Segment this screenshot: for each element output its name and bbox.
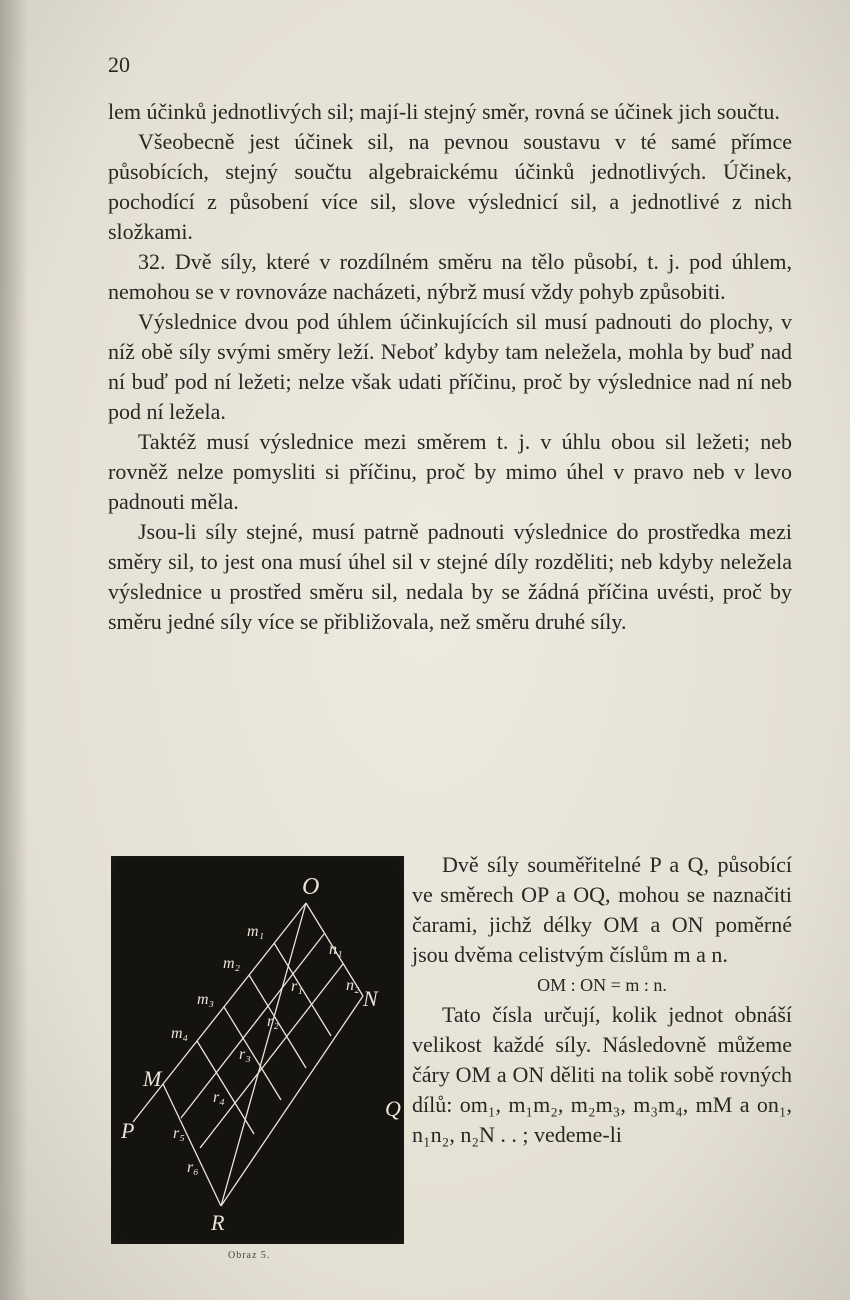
paragraph: Taktéž musí výslednice mezi směrem t. j. v úhlu obou sil ležeti; neb rovněž nelze pomysliti si příčinu, proč by mimo úhel v pravo neb v levo padnouti měla. [108,429,792,514]
label-r6: r₆ [187,1159,199,1176]
line-NR [221,996,363,1206]
page-number: 20 [108,52,130,77]
label-n1: n₁ [329,941,343,958]
figure-svg [111,856,404,1244]
formula: OM : ON = m : n. [537,975,667,995]
grid-line [200,964,343,1148]
label-m2: m₂ [223,955,241,972]
label-r4: r₄ [213,1089,225,1106]
paragraph: Jsou-li síly stejné, musí patrně padnouti výslednice do prostředka mezi směry sil, to jest ona musí úhel sil v stejné díly rozděliti; neb kdyby neležela výslednice u prostřed směru sil, nedala by se žádná příčina uvésti, proč by směru jedné síly více se přibližovala, než směru druhé síly. [108,519,792,634]
line-OR [221,903,306,1206]
figure-caption: Obraz 5. [228,1250,271,1261]
label-m4: m₄ [171,1025,189,1042]
label-n2: n₂ [346,977,360,994]
label-r2: r₂ [267,1013,279,1030]
side-text [412,850,792,1150]
label-m3: m₃ [197,991,215,1008]
paragraph: 32. Dvě síly, které v rozdílném směru na tělo působí, t. j. pod úhlem, nemohou se v rovnováze nacházeti, nýbrž musí vždy pohyb způsobiti. [108,249,792,304]
label-O: O [302,874,320,900]
label-m1: m₁ [247,923,265,940]
main-text [108,97,792,637]
page-shadow [0,0,28,1300]
label-r5: r₅ [173,1125,185,1142]
paragraph: Dvě síly souměřitelné P a Q, působící ve směrech OP a OQ, mohou se naznačiti čarami, jichž délky OM a ON poměrné jsou dvěma celistvým číslům m a n. [412,852,792,967]
label-r3: r₃ [239,1046,251,1063]
label-R: R [211,1210,225,1235]
grid-line [181,934,324,1118]
label-Q: Q [385,1096,401,1121]
parallelogram-figure [111,856,404,1244]
paragraph: Všeobecně jest účinek sil, na pevnou soustavu v té samé přímce působících, stejný součtu algebraickému účinků jednotlivých. Účinek, pochodící z působení více sil, slove výslednicí sil, a jednotlivé z nich složkami. [108,129,792,244]
paragraph: lem účinků jednotlivých sil; mají-li stejný směr, rovná se účinek jich součtu. [108,99,780,124]
label-N: N [363,986,378,1011]
label-M: M [143,1066,162,1091]
label-r1: r₁ [291,978,303,995]
paragraph: Tato čísla určují, kolik jednot obnáší velikost každé síly. Následovně můžeme čáry OM a ON děliti na tolik sobě rovných dílů: om₁, m₁m₂, m₂m₃, m₃m₄, mM a on₁, n₁n₂, n₂N . . ; vedeme-li [412,1002,792,1147]
label-P: P [121,1118,135,1143]
paragraph: Výslednice dvou pod úhlem účinkujících sil musí padnouti do plochy, v níž obě síly svými směry leží. Neboť kdyby tam neležela, mohla by buď nad ní buď pod ní ležeti; nelze však udati příčinu, proč by výslednice nad ní neb pod ní ležela. [108,309,792,424]
